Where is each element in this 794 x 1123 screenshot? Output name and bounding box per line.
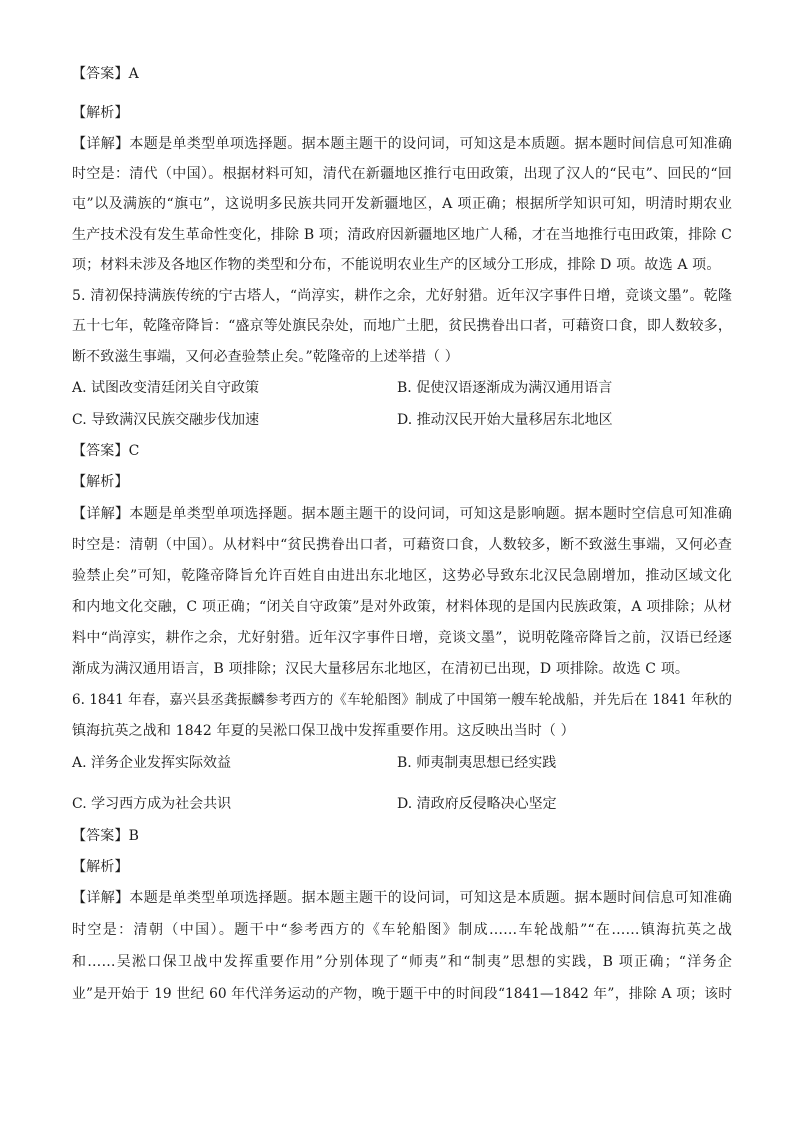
q5-option-c: C. 导致满汉民族交融步伐加速 — [72, 412, 260, 428]
q6-option-a: A. 洋务企业发挥实际效益 — [72, 755, 232, 771]
q5-option-a: A. 试图改变清廷闭关自守政策 — [72, 380, 260, 396]
q4-analysis-heading: 【解析】 — [72, 105, 129, 121]
q6-stem-line: 镇海抗英之战和 1842 年夏的吴淞口保卫战中发挥重要作用。这反映出当时（ ） — [72, 723, 575, 739]
q5-option-d: D. 推动汉民开始大量移居东北地区 — [397, 412, 613, 428]
q5-stem-line: 五十七年，乾隆帝降旨：“盛京等处旗民杂处，而地广土肥，贫民携眷出口者，可藉资口食，即人数较多， — [72, 318, 732, 334]
q6-detail-line: 时空是：清朝（中国）。题干中“参考西方的《车轮船图》制成……车轮战船”“在……镇海抗英之战 — [72, 922, 732, 938]
q5-detail-line: 验禁止矣”可知，乾隆帝降旨允许百姓自由进出东北地区，这势必导致东北汉民急剧增加，推动区域文化 — [72, 568, 732, 584]
q4-detail-line: 【详解】本题是单类型单项选择题。据本题主题干的设问词，可知这是本质题。据本题时间信息可知准确 — [72, 136, 732, 152]
q5-detail-line: 【详解】本题是单类型单项选择题。据本题主题干的设问词，可知这是影响题。据本题时空信息可知准确 — [72, 506, 732, 522]
q5-answer: 【答案】C — [72, 443, 140, 459]
q6-detail-line: 业”是开始于 19 世纪 60 年代洋务运动的产物，晚于题干中的时间段“1841—1842 年”，排除 A 项；该时 — [72, 986, 732, 1002]
q5-detail-line: 料中“尚淳实，耕作之余，尤好射猎。近年汉字事件日增，竞谈文墨”，说明乾隆帝降旨之前，汉语已经逐 — [72, 630, 732, 646]
q6-option-c: C. 学习西方成为社会共识 — [72, 796, 232, 812]
q5-analysis-heading: 【解析】 — [72, 474, 129, 490]
q5-detail-line: 和内地文化交融，C 项正确；“闭关自守政策”是对外政策，材料体现的是国内民族政策，A 项排除；从材 — [72, 599, 732, 615]
q6-detail-line: 【详解】本题是单类型单项选择题。据本题主题干的设问词，可知这是本质题。据本题时间信息可知准确 — [72, 890, 732, 906]
q5-detail-line: 渐成为满汉通用语言，B 项排除；汉民大量移居东北地区，在清初已出现，D 项排除。故选 C 项。 — [72, 661, 690, 677]
q5-option-b: B. 促使汉语逐渐成为满汉通用语言 — [397, 380, 613, 396]
q6-analysis-heading: 【解析】 — [72, 859, 129, 875]
q4-answer: 【答案】A — [72, 66, 139, 82]
q6-option-b: B. 师夷制夷思想已经实践 — [397, 755, 557, 771]
q6-detail-line: 和……吴淞口保卫战中发挥重要作用”分别体现了“师夷”和“制夷”思想的实践，B 项正确；“洋务企 — [72, 954, 732, 970]
q5-detail-line: 时空是：清朝（中国）。从材料中“贫民携眷出口者，可藉资口食，人数较多，断不致滋生事端，又何必查 — [72, 537, 732, 553]
q4-detail-line: 时空是：清代（中国）。根据材料可知，清代在新疆地区推行屯田政策，出现了汉人的“民屯”、回民的“回 — [72, 166, 732, 182]
q5-stem-line: 5. 清初保持满族传统的宁古塔人，“尚淳实，耕作之余，尤好射猎。近年汉字事件日增，竞谈文墨”。乾隆 — [72, 288, 732, 304]
q4-detail-line: 屯”以及满族的“旗屯”，这说明多民族共同开发新疆地区，A 项正确；根据所学知识可知，明清时期农业 — [72, 196, 732, 212]
q4-detail-line: 生产技术没有发生革命性变化，排除 B 项；清政府因新疆地区地广人稀，才在当地推行屯田政策，排除 C — [72, 227, 732, 243]
q4-detail-line: 项；材料未涉及各地区作物的类型和分布，不能说明农业生产的区域分工形成，排除 D 项。故选 A 项。 — [72, 257, 721, 273]
q5-stem-line: 断不致滋生事端，又何必查验禁止矣。”乾隆帝的上述举措（ ） — [72, 349, 459, 365]
q6-option-d: D. 清政府反侵略决心坚定 — [397, 796, 557, 812]
q6-answer: 【答案】B — [72, 828, 140, 844]
q6-stem-line: 6. 1841 年春，嘉兴县丞龚振麟参考西方的《车轮船图》制成了中国第一艘车轮战船，并先后在 1841 年秋的 — [72, 692, 732, 708]
